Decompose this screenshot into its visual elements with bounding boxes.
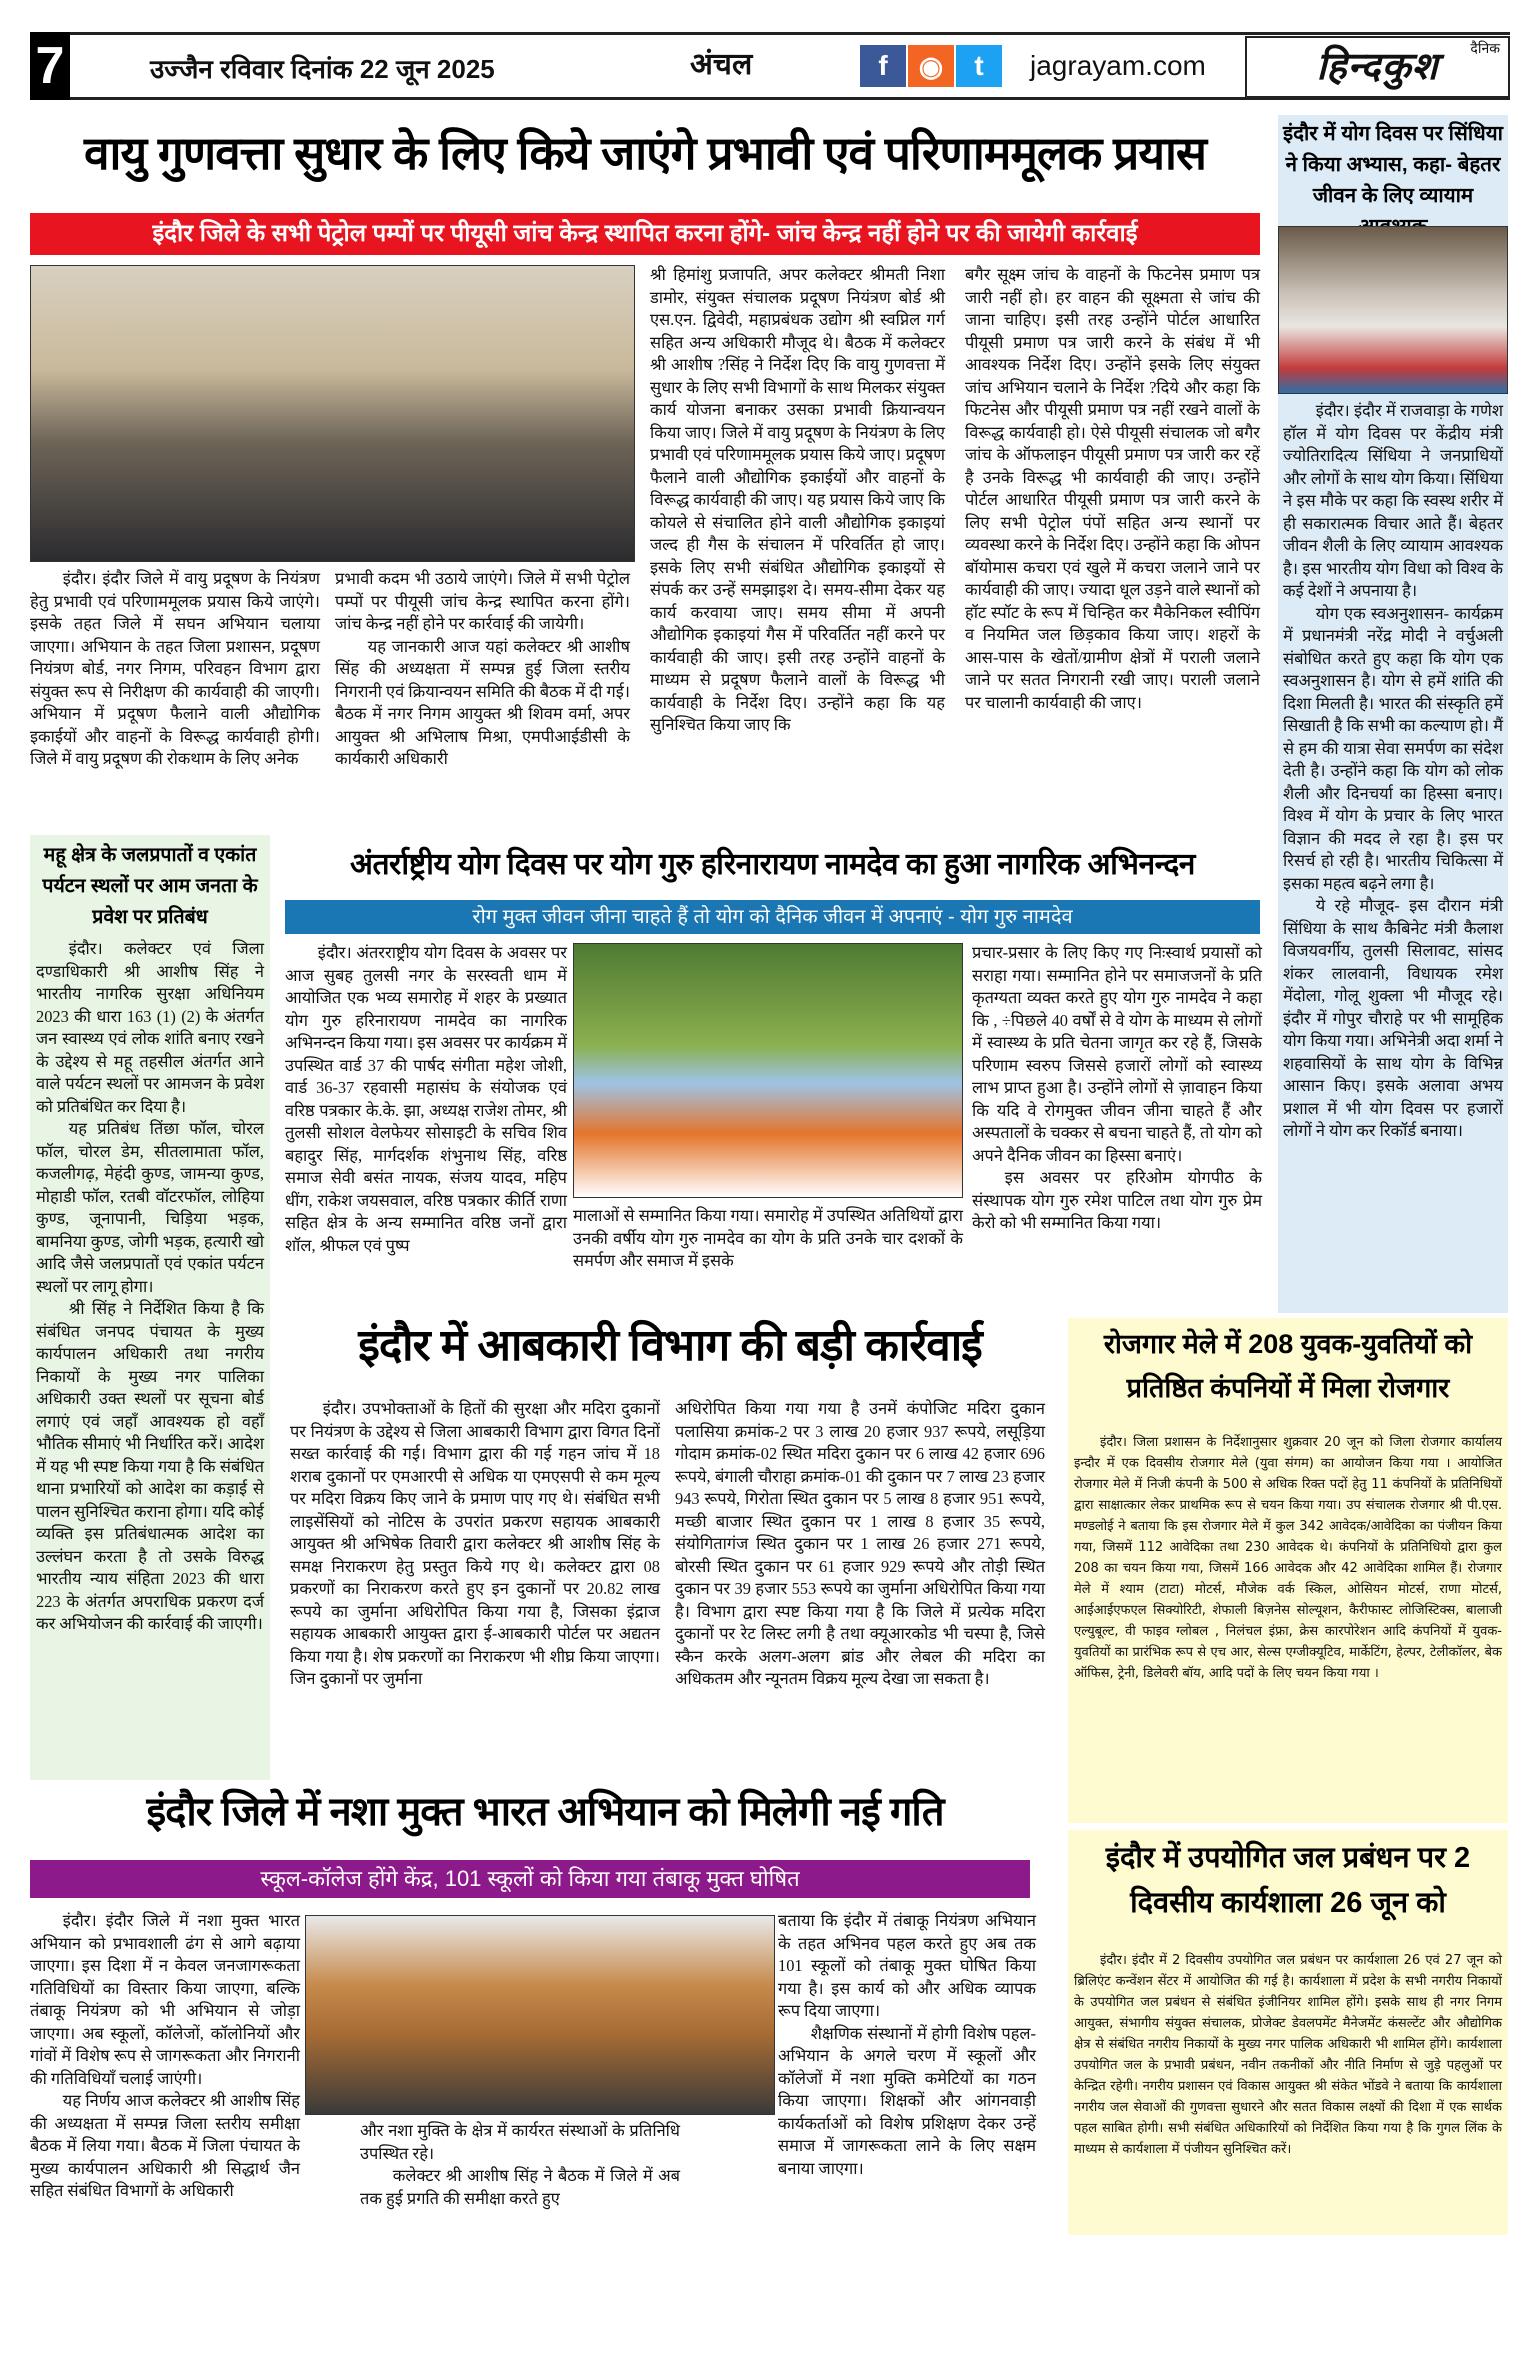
dateline: उज्जैन रविवार दिनांक 22 जून 2025 <box>150 54 495 84</box>
jobs-headline: रोजगार मेले में 208 युवक-युवतियों को प्रतिष्ठित कंपनियों में मिला रोजगार <box>1103 1329 1473 1403</box>
air-subhead: इंदौर जिले के सभी पेट्रोल पम्पों पर पीयूसी जांच केन्द्र स्थापित करना होंगे- जांच केन्द्र नहीं होने पर की जायेगी कार्रवाई <box>30 213 1260 255</box>
mhow-body: इंदौर। कलेक्टर एवं जिला दण्डाधिकारी श्री आशीष सिंह ने भारतीय नागरिक सुरक्षा अधिनियम 2023 की धारा 163 (1) (2) के अंतर्गत जन स्वास्थ्य एवं लोक शांति बनाए रखने के उद्देश्य से महू तहसील अंतर्गत आने वाले पर्यटन स्थलों पर आमजन के प्रवेश को प्रतिबंधित कर दिया है। यह प्रतिबंध तिंछा फॉल, चोरल फॉल, चोरल डेम, सीतलामाता फॉल, कजलीगढ़, मेहंदी कुण्ड, जामन्या कुण्ड, मोहाडी फॉल, रतबी वॉटरफॉल, लोहिया कुण्ड, जूनापानी, चिड़िया भड़क, बामनिया कुण्ड, जोगी भड़क, हत्यारी खो आदि जैसे जलप्रपातों एवं एकांत पर्यटन स्थलों पर लागू होगा। श्री सिंह ने निर्देशित किया है कि संबंधित जनपद पंचायत के मुख्य कार्यपालन अधिकारी तथा नगरीय निकायों के मुख्य नगर पालिका अधिकारी उक्त स्थलों पर सूचना बोर्ड लगाएं एवं जहाँ आवश्यक हो वहाँ भौतिक सीमाएं भी निर्धारित करें। आदेश में यह भी स्पष्ट किया गया है कि संबंधित थाना प्रभारियों को आदेश का कड़ाई से पालन सुनिश्चित कराना होगा। यदि कोई व्यक्ति इस प्रतिबंधात्मक आदेश का उल्लंघन करता है तो उसके विरुद्ध भारतीय न्याय संहिता 2023 की धारा 223 के अंतर्गत अपराधिक प्रकरण दर्ज कर अभियोजन की कार्रवाई की जाएगी। <box>36 939 264 1633</box>
twitter-icon[interactable]: t <box>956 45 1002 87</box>
air-meeting-photo <box>30 265 635 562</box>
jobs-body: इंदौर। जिला प्रशासन के निर्देशानुसार शुक्रवार 20 जून को जिला रोजगार कार्यालय इन्दौर में एक दिवसीय रोजगार मेले (युवा संगम) का आयोजन किया गया । आयोजित रोजगार मेले में निजी कंपनी के 500 से अधिक रिक्त पदों हेतु 11 कंपनियों के प्रतिनिधियों द्वारा साक्षात्कार लेकर प्राथमिक रूप से चयन किया गया। उप संचालक रोजगार श्री पी.एस. मण्डलोई ने बताया कि इस रोजगार मेले में कुल 342 आवेदक/आवेदिका का पंजीयन किया गया, जिसमें 112 आवेदिका तथा 230 आवेदक थे। कंपनियों के प्रतिनिधियो द्वारा कुल 208 का चयन किया गया, जिसमें 166 आवेदक और 42 आवेदिका शामिल हैं। रोजगार मेले में श्याम (टाटा) मोटर्स, मौजेक वर्क स्किल, ओसियन मोटर्स, राणा मोटर्स, आईआईएफएल सिक्योरिटी, शेफाली बिज़नेस सोल्यूशन, कैरीफास्ट लोजिस्टिक्स, बालाजी एल्युबूल्ट, वी फाइव ग्लोबल , निलंचल इंफ्रा, क्रेस कारपोरेशन आदि कंपनियों में युवक-युवतियों का प्रारंभिक रूप से एच आर, सेल्स एग्जीक्यूटिव, मार्केटिंग, हेल्पर, टेलीकॉलर, बेक ऑफिस, ट्रेनी, डिलेवरी बॉय, आदि पदों के लिए चयन किया गया । <box>1074 1435 1502 1681</box>
rss-icon[interactable]: ◉ <box>908 45 954 87</box>
drugs-meeting-photo <box>305 1915 775 2115</box>
social-links <box>860 45 1002 87</box>
facebook-icon[interactable]: f <box>860 45 906 87</box>
drugs-col3: बताया कि इंदौर में तंबाकू नियंत्रण अभियान के तहत अभिनव पहल करते हुए अब तक 101 स्कूलों को तंबाकू मुक्त घोषित किया गया है। इस कार्य को और अधिक व्यापक रूप दिया जाएगा। शैक्षणिक संस्थानों में होगी विशेष पहल- अभियान के अगले चरण में स्कूलों और कॉलेजों में नशा मुक्ति कमेटियों का गठन किया जाएगा। शिक्षकों और आंगनवाड़ी कार्यकर्ताओं को विशेष प्रशिक्षण देकर उन्हें समाज में जागरूकता लाने के लिए सक्षम बनाया जाएगा। <box>778 1911 1036 2178</box>
yoga-photo <box>1278 226 1508 394</box>
mhow-headline: महू क्षेत्र के जलप्रपातों व एकांत पर्यटन स्थलों पर आम जनता के प्रवेश पर प्रतिबंध <box>42 844 258 928</box>
yoga-guru-subhead: रोग मुक्त जीवन जीना चाहते हैं तो योग को दैनिक जीवन में अपनाएं - योग गुरु नामदेव <box>285 900 1260 934</box>
felicitation-photo <box>573 943 963 1198</box>
air-headline: वायु गुणवत्ता सुधार के लिए किये जाएंगे प्रभावी एवं परिणाममूलक प्रयास <box>83 127 1207 179</box>
yoga-guru-col1: इंदौर। अंतरराष्ट्रीय योग दिवस के अवसर पर आज सुबह तुलसी नगर के सरस्वती धाम में आयोजित एक भव्य समारोह में शहर के प्रख्यात योग गुरु हरिनारायण नामदेव का नागरिक अभिनन्दन किया गया। इस अवसर पर कार्यक्रम में उपस्थित वार्ड 37 की पार्षद संगीता महेश जोशी, वार्ड 36-37 रहवासी महासंघ के संयोजक एवं वरिष्ठ पत्रकार के.के. झा, अध्यक्ष राजेश तोमर, श्री तुलसी सोशल वेलफेयर सोसाइटी के सचिव शिव बहादुर सिंह, मार्गदर्शक शंभुनाथ सिंह, वरिष्ठ समाज सेवी बसंत नायक, संजय यादव, महिप धींग, राकेश जयसवाल, वरिष्ठ पत्रकार कीर्ति राणा सहित क्षेत्र के अन्य सम्मानित वरिष्ठ जनों द्वारा शॉल, श्रीफल एवं पुष्प <box>285 943 567 1255</box>
water-body: इंदौर। इंदौर में 2 दिवसीय उपयोगित जल प्रबंधन पर कार्यशाला 26 एवं 27 जून को ब्रिलिएंट कन्वेंशन सेंटर में आयोजित की गई है। कार्यशाला में प्रदेश के सभी नगरीय निकायों के उपयोगित जल प्रबंधन से संबंधित इंजीनियर शामिल होंगे। इसके साथ ही नगर निगम आयुक्त, संभागीय संयुक्त संचालक, प्रोजेक्ट डेवलपमेंट मैनेजमेंट कंसल्टेंट और औद्योगिक क्षेत्र से संबंधित नगरीय निकायों के मुख्य नगर पालिक अधिकारी भी शामिल होंगे। कार्यशाला उपयोगित जल के प्रभावी प्रबंधन, नवीन तकनीकों और नीति निर्माण से जुड़े पहलुओं पर केन्द्रित रहेगी। नगरीय प्रशासन एवं विकास आयुक्त श्री संकेत भोंडवे ने बताया कि कार्यशाला नगरीय जल सेवाओं की गुणवत्ता सुधारने और सतत विकास लक्ष्यों की दिशा में एक सार्थक पहल साबित होगी। सभी संबंधित अधिकारियों को निर्देशित किया गया है कि गुगल लिंक के माध्यम से कार्यशाला में पंजीयन सुनिश्चित करें। <box>1074 1953 1502 2157</box>
drugs-col1: इंदौर। इंदौर जिले में नशा मुक्त भारत अभियान को प्रभावशाली ढंग से आगे बढ़ाया जाएगा। इस दिशा में न केवल जनजागरूकता गतिविधियों का विस्तार किया जाएगा, बल्कि तंबाकू नियंत्रण को भी अभियान से जोड़ा जाएगा। अब स्कूलों, कॉलेजों, कॉलोनियों और गांवों में विशेष रूप से जागरूकता और निगरानी की गतिविधियाँ चलाई जाएंगी। यह निर्णय आज कलेक्टर श्री आशीष सिंह की अध्यक्षता में सम्पन्न जिला स्तरीय समीक्षा बैठक में लिया गया। बैठक में जिला पंचायत के मुख्य कार्यपालन अधिकारी श्री सिद्धार्थ जैन सहित संबंधित विभागों के अधिकारी <box>30 1911 300 2200</box>
air-col3: श्री हिमांशु प्रजापति, अपर कलेक्टर श्रीमती निशा डामोर, संयुक्त संचालक प्रदूषण नियंत्रण बोर्ड श्री एस.एन. द्विवेदी, महाप्रबंधक उद्योग श्री स्वप्निल गर्ग सहित अन्य अधिकारी मौजूद थे। बैठक में कलेक्टर श्री आशीष ?सिंह ने निर्देश दिए कि वायु गुणवत्ता में सुधार के लिए सभी विभागों के साथ मिलकर संयुक्त कार्य योजना बनाकर उसका प्रभावी क्रियान्वयन किया जाए। जिले में वायु प्रदूषण के नियंत्रण के लिए प्रभावी एवं परिणाममूलक प्रयास किये जाए। प्रदूषण फैलाने वाली औद्योगिक इकाईयों और वाहनों के विरूद्ध कार्यवाही की जाए। यह प्रयास किये जाए कि कोयले से संचालित होने वाली औद्योगिक इकाइयां जल्द ही गैस के संचालन में परिवर्तित हो जाए। इसके लिए सभी संबंधित औद्योगिक इकाइयों से संपर्क कर उन्हें समझाइश दे। समय-सीमा देकर यह कार्य करवाया जाए। समय सीमा में अपनी औद्योगिक इकाइयां गैस में परिवर्तित नहीं करने पर कार्यवाही की जाए। इसी तरह उन्होंने वाहनों के माध्यम से प्रदूषण फैलाने वालों के विरूद्ध भी कार्यवाही के निर्देश दिए। उन्होंने कहा कि यह सुनिश्चित किया जाए कि <box>650 265 945 734</box>
website-link[interactable]: jagrayam.com <box>1030 50 1206 81</box>
drugs-subhead: स्कूल-कॉलेज होंगे केंद्र, 101 स्कूलों को किया गया तंबाकू मुक्त घोषित <box>30 1860 1030 1898</box>
yoga-guru-col3: प्रचार-प्रसार के लिए किए गए निःस्वार्थ प्रयासों को सराहा गया। सम्मानित होने पर समाजजनों के प्रति कृतग्यता व्यक्त करते हुए योग गुरु नामदेव ने कहा कि , ÷पिछले 40 वर्षों से वे योग के माध्यम से लोगों में स्वास्थ्य के प्रति चेतना जागृत कर रहे हैं, जिसके परिणाम स्वरुप जिससे हजारों लोगों को स्वास्थ्य लाभ प्राप्त हुआ है। उन्होंने लोगों से ज़ावाहन किया कि यदि वे रोगमुक्त जीवन जीना चाहते हैं और अस्पतालों के चक्कर से बचना चाहते हैं, तो योग को अपने दैनिक जीवन का हिस्सा बनाएं। इस अवसर पर हरिओम योगपीठ के संस्थापक योग गुरु रमेश पाटिल तथा योग गुरु प्रेम केरो को भी सम्मानित किया गया। <box>972 943 1262 1232</box>
excise-col1: इंदौर। उपभोक्ताओं के हितों की सुरक्षा और मदिरा दुकानों पर नियंत्रण के उद्देश्य से जिला आबकारी विभाग द्वारा विगत दिनों सख्त कार्रवाई की गई। विभाग द्वारा की गई गहन जांच में 18 शराब दुकानों पर एमआरपी से अधिक या एमएसपी से कम मूल्य पर मदिरा विक्रय किए जाने के प्रमाण पाए गए थे। संबंधित सभी लाइसेंसियों को नोटिस के उपरांत प्रकरण सहायक आबकारी आयुक्त श्री अभिषेक तिवारी द्वारा कलेक्टर श्री आशीष सिंह के समक्ष निराकरण हेतु प्रस्तुत किये गए थे। कलेक्टर द्वारा 08 प्रकरणों का निराकरण करते हुए इन दुकानों पर 20.82 लाख रूपये का जुर्माना अधिरोपित किया गया है, जिसका इंद्राज सहायक आबकारी आयुक्त द्वारा ई-आबकारी पोर्टल पर अद्यतन किया गया है। शेष प्रकरणों का निराकरण भी शीघ्र किया जाएगा। जिन दुकानों पर जुर्माना <box>290 1399 660 1688</box>
drugs-col2: और नशा मुक्ति के क्षेत्र में कार्यरत संस्थाओं के प्रतिनिधि उपस्थित रहे। कलेक्टर श्री आशीष सिंह ने बैठक में जिले में अब तक हुई प्रगति की समीक्षा करते हुए <box>360 2121 680 2208</box>
excise-headline: इंदौर में आबकारी विभाग की बड़ी कार्रवाई <box>358 1321 982 1370</box>
logo-small-text: दैनिक <box>1470 41 1500 57</box>
scindia-body: इंदौर। इंदौर में राजवाड़ा के गणेश हॉल में योग दिवस पर केंद्रीय मंत्री ज्योतिरादित्य सिंधिया ने जनप्राधियों और लोगों के साथ योग किया। सिंधिया ने इस मौके पर कहा कि स्वस्थ शरीर में ही सकारात्मक विचार आते हैं। बेहतर जीवन शैली के लिए व्यायाम आवश्यक है। इस भारतीय योग विधा को विश्व के कई देशों ने अपनाया है। योग एक स्वअनुशासन- कार्यक्रम में प्रधानमंत्री नरेंद्र मोदी ने वर्चुअली संबोधित करते हुए कहा कि योग एक स्वअनुशासन है। योग से हमें शांति की दिशा मिलती है। भारत की संस्कृति हमें सिखाती है कि सभी का कल्याण हो। मैं से हम की यात्रा सेवा समर्पण का संदेश देती है। उन्होंने कहा कि योग को लोक शैली और दिनचर्या का हिस्सा बनाए। विश्व में योग के प्रचार के लिए भारत विज्ञान की मदद ले रहा है। इस पर रिसर्च हो रही है। भारतीय चिकित्सा में इसका महत्व बढ़ने लगा है। ये रहे मौजूद- इस दौरान मंत्री सिंधिया के साथ कैबिनेट मंत्री कैलाश विजयवर्गीय, तुलसी सिलावट, सांसद शंकर लालवानी, विधायक रमेश मेंदोला, गोलू शुक्ला भी मौजूद रहे। इंदौर में गोपुर चौराहे पर भी सामूहिक योग किया गया। अभिनेत्री अदा शर्मा ने शहवासियों के साथ योग के विभिन्न आसान किए। इसके अलावा अभय प्रशाल में भी योग दिवस पर हजारों लोगों ने योग कर रिकॉर्ड बनाया। <box>1283 401 1503 1140</box>
yoga-guru-headline: अंतर्राष्ट्रीय योग दिवस पर योग गुरु हरिनारायण नामदेव का हुआ नागरिक अभिनन्दन <box>350 848 1195 881</box>
yoga-guru-col2: मालाओं से सम्मानित किया गया। समारोह में उपस्थित अतिथियों द्वारा उनकी वर्षीय योग गुरु नामदेव का योग के प्रति उनके चार दशकों के समर्पण और समाज में इसके <box>573 1206 963 1270</box>
air-col4: बगैर सूक्ष्म जांच के वाहनों के फिटनेस प्रमाण पत्र जारी नहीं हो। हर वाहन की सूक्ष्मता से जांच की जाना चाहिए। इसी तरह उन्होंने पोर्टल आधारित पीयूसी प्रमाण पत्र जारी करने के संबंध में भी आवश्यक निर्देश दिए। उन्होंने इसके लिए संयुक्त जांच अभियान चलाने के निर्देश ?दिये और कहा कि फिटनेस और पीयूसी प्रमाण पत्र नहीं रखने वालों के विरूद्ध कार्यवाही हो। ऐसे पीयूसी संचालक जो बगैर जांच के ऑफलाइन पीयूसी प्रमाण पत्र जारी कर रहें है उनके विरूद्ध भी कार्यवाही की जाए। उन्होंने पोर्टल आधारित पीयूसी प्रमाण पत्र जारी करने के लिए सभी पेट्रोल पंपों सहित अन्य स्थानों पर व्यवस्था करने के निर्देश दिए। उन्होंने कहा कि ओपन बॉयोमास कचरा एवं खुले में कचरा जलाने जाने पर कार्यवाही की जाए। ज्यादा धूल उड़ने वाले स्थानों को हॉट स्पॉट के रूप में चिन्हित कर मैकेनिकल स्वीपिंग व नियमित जल छिड़काव किया जाए। शहरों के आस-पास के खेतों/ग्रामीण क्षेत्रों में पराली जलाने जाने पर सतत निगरानी रखी जाए। पराली जलाने पर चालानी कार्यवाही की जाए। <box>965 265 1260 712</box>
water-headline: इंदौर में उपयोगित जल प्रबंधन पर 2 दिवसीय कार्यशाला 26 जून को <box>1105 1842 1471 1919</box>
scindia-headline: इंदौर में योग दिवस पर सिंधिया ने किया अभ्यास, कहा- बेहतर जीवन के लिए व्यायाम <box>1283 122 1503 207</box>
page-number: 7 <box>30 32 70 100</box>
air-col1: इंदौर। इंदौर जिले में वायु प्रदूषण के नियंत्रण हेतु प्रभावी एवं परिणाममूलक प्रयास किये जाएंगे। इसके तहत जिले में सघन अभियान चलाया जाएगा। अभियान के तहत जिला प्रशासन, प्रदूषण नियंत्रण बोर्ड, नगर निगम, परिवहन विभाग द्वारा संयुक्त रूप से निरीक्षण की कार्यवाही की जाएगी। अभियान में प्रदूषण फैलाने वाली औद्योगिक इकाईयों और वाहनों के विरूद्ध कार्यवाही होगी। जिले में वायु प्रदूषण की रोकथाम के लिए अनेक <box>30 569 320 768</box>
air-col2: प्रभावी कदम भी उठाये जाएंगे। जिले में सभी पेट्रोल पम्पों पर पीयूसी जांच केन्द्र स्थापित करना होंगे। जांच केन्द्र नहीं होने पर कार्रवाई की जायेगी। यह जानकारी आज यहां कलेक्टर श्री आशीष सिंह की अध्यक्षता में सम्पन्न हुई जिला स्तरीय निगरानी एवं क्रियान्वयन समिति की बैठक में दी गई। बैठक में नगर निगम आयुक्त श्री शिवम वर्मा, अपर आयुक्त श्री अभिलाष मिश्रा, एमपीआईडीसी के कार्यकारी अधिकारी <box>335 569 630 768</box>
newspaper-logo <box>1245 36 1510 98</box>
logo-title: हिन्दकुश <box>1316 46 1439 88</box>
drugs-headline: इंदौर जिले में नशा मुक्त भारत अभियान को मिलेगी नई गति <box>146 1790 944 1834</box>
excise-col2: अधिरोपित किया गया गया है उनमें कंपोजिट मदिरा दुकान पलासिया क्रमांक-2 पर 3 लाख 20 हजार 937 रूपये, लसूड़िया गोदाम क्रमांक-02 स्थित मदिरा दुकान पर 6 लाख 42 हजार 696 रूपये, बंगाली चौराहा क्रमांक-01 की दुकान पर 7 लाख 23 हजार 943 रूपये, गिरोता स्थित दुकान पर 5 लाख 8 हजार 951 रूपये, मच्छी बाजार स्थित दुकान पर 1 लाख 8 हजार 35 रूपये, संयोगितागंज स्थित दुकान पर 1 लाख 26 हजार 271 रूपये, बोरसी स्थित दुकान पर 61 हजार 929 रूपये और तोड़ी स्थित दुकान पर 39 हजार 553 रूपये का जुर्माना अधिरोपित किया गया है। विभाग द्वारा स्पष्ट किया गया है कि जिले में प्रत्येक मदिरा दुकानों पर रेट लिस्ट लगी है तथा क्यूआरकोड भी चस्पा है, जिसे स्कैन करके अलग-अलग ब्रांड और लेबल की मदिरा का अधिकतम और न्यूनतम विक्रय मूल्य देखा जा सकता है। <box>675 1399 1045 1688</box>
section-name: अंचल <box>690 48 753 81</box>
